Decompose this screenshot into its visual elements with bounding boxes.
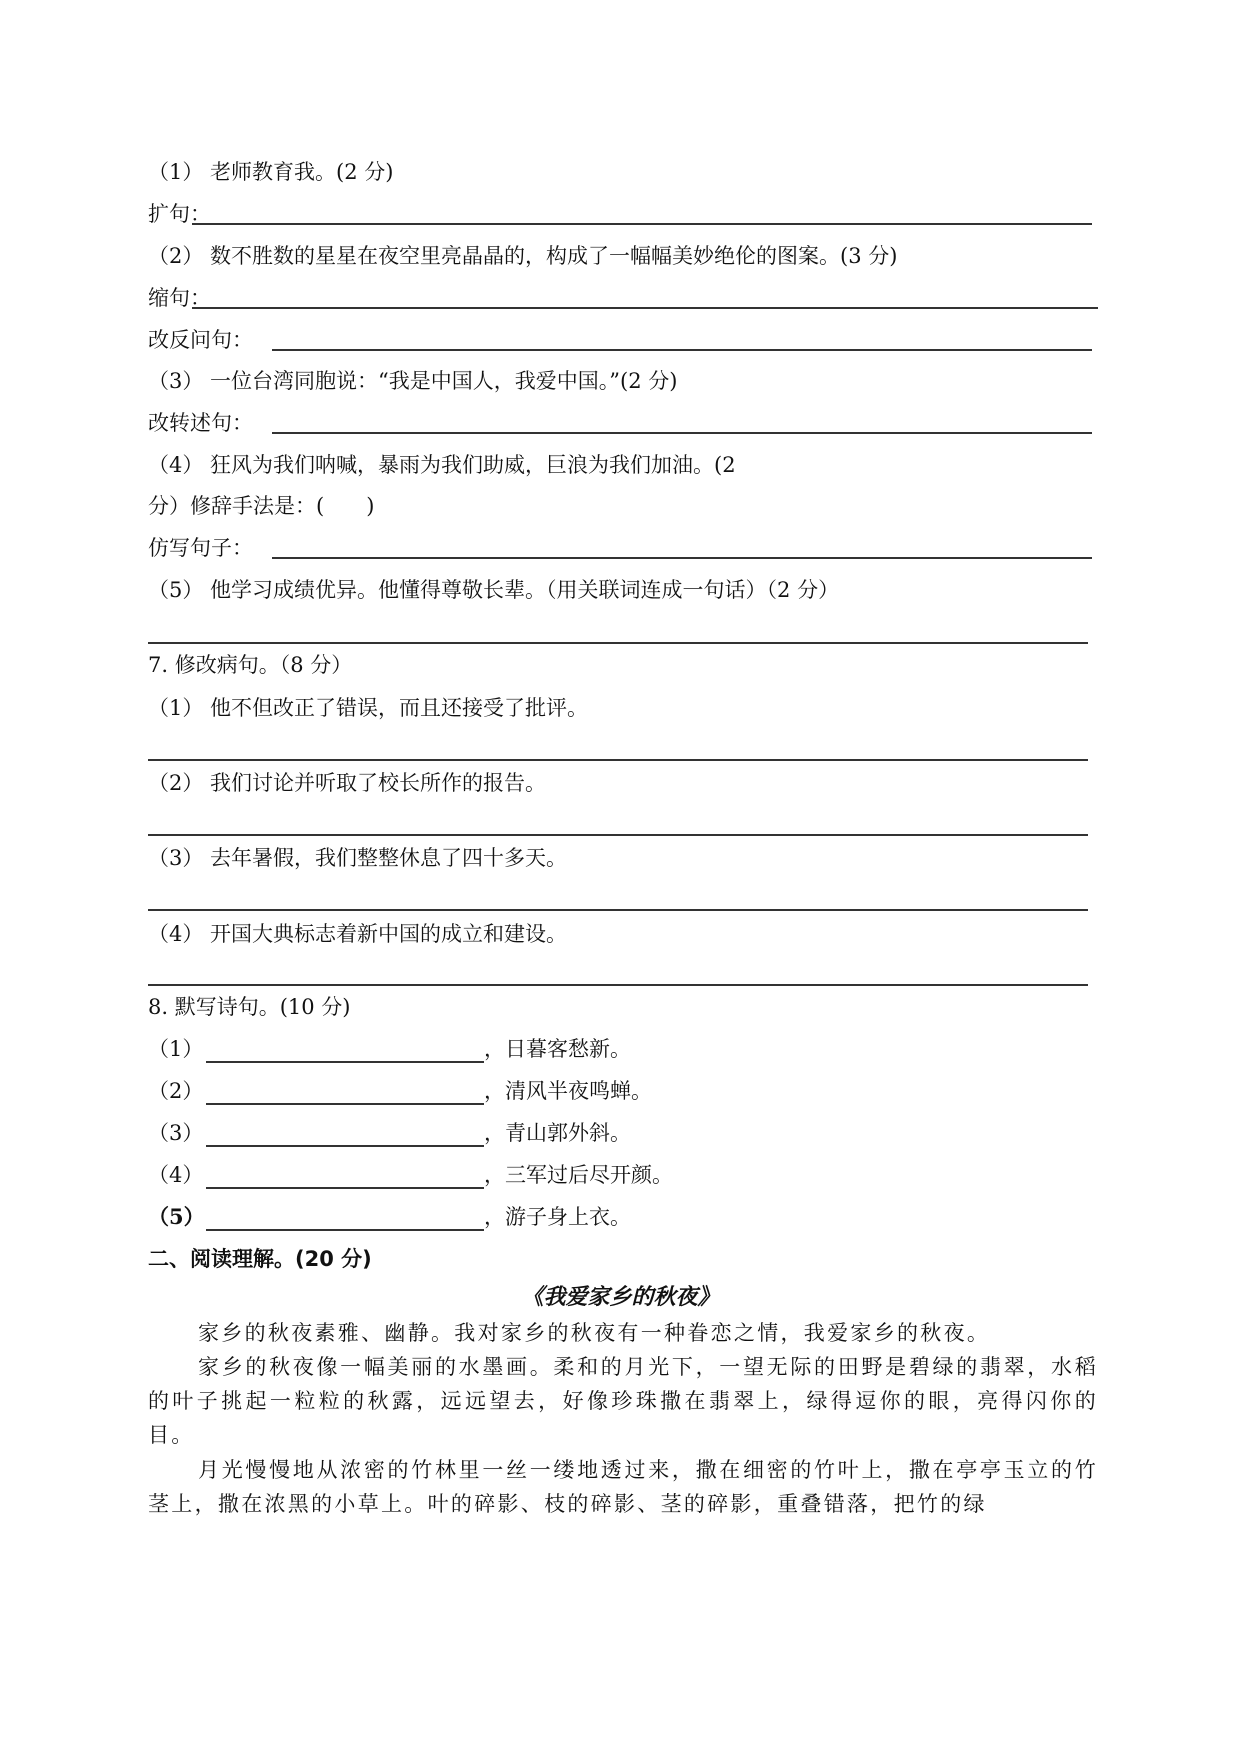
q6-item-2-label-rhetorical: 改反问句： (148, 328, 253, 352)
q8-item-tail: ，青山郭外斜。 (484, 1121, 631, 1145)
answer-line-q7-1[interactable] (148, 759, 1088, 761)
answer-line-q7-2[interactable] (148, 834, 1088, 836)
answer-line-q7-4[interactable] (148, 984, 1088, 986)
q8-item-2 (148, 1077, 652, 1105)
q6-item-2-label-shorten: 缩句： (148, 286, 211, 310)
answer-line-conjunction[interactable] (148, 642, 1088, 644)
poem-blank-2[interactable] (206, 1081, 484, 1105)
q6-item-1-prompt: （1） 老师教育我。(2 分) (148, 160, 394, 184)
q6-item-4-label-imitate: 仿写句子： (148, 536, 253, 560)
section2-heading: 二、阅读理解。(20 分) (148, 1247, 372, 1271)
answer-line-imitate[interactable] (272, 557, 1092, 559)
q8-item-number: （2） (148, 1079, 204, 1103)
q8-heading: 8. 默写诗句。(10 分) (148, 995, 351, 1019)
q8-item-tail: ，日暮客愁新。 (484, 1037, 631, 1061)
answer-line-indirect[interactable] (272, 432, 1092, 434)
poem-blank-1[interactable] (206, 1039, 484, 1063)
q6-item-4-prompt-cont: 分）修辞手法是：( ) (148, 494, 375, 518)
q7-heading: 7. 修改病句。（8 分） (148, 653, 353, 677)
answer-line-shorten[interactable] (192, 307, 1098, 309)
q8-item-number: （5） (148, 1204, 205, 1229)
answer-line-expand[interactable] (192, 223, 1092, 225)
q7-item-4: （4） 开国大典标志着新中国的成立和建设。 (148, 922, 568, 946)
poem-blank-4[interactable] (206, 1165, 484, 1189)
q8-item-5 (148, 1203, 631, 1231)
q7-item-2: （2） 我们讨论并听取了校长所作的报告。 (148, 771, 547, 795)
q8-item-tail: ，清风半夜鸣蝉。 (484, 1079, 652, 1103)
passage-paragraph-1: 家乡的秋夜素雅、幽静。我对家乡的秋夜有一种眷恋之情，我爱家乡的秋夜。 (198, 1321, 991, 1345)
q8-item-number: （1） (148, 1037, 204, 1061)
q7-item-1: （1） 他不但改正了错误，而且还接受了批评。 (148, 696, 589, 720)
q6-item-3-label-indirect: 改转述句： (148, 411, 253, 435)
q8-item-number: （4） (148, 1163, 204, 1187)
passage-paragraph-3: 月光慢慢地从浓密的竹林里一丝一缕地透过来，撒在细密的竹叶上，撒在亭亭玉立的竹茎上，撒在浓黑的小草上。叶的碎影、枝的碎影、茎的碎影，重叠错落，把竹的绿 (148, 1458, 1098, 1516)
answer-line-rhetorical[interactable] (272, 349, 1092, 351)
poem-blank-3[interactable] (206, 1123, 484, 1147)
q6-item-1-label-expand: 扩句： (148, 202, 211, 226)
q6-item-3-prompt: （3） 一位台湾同胞说：“我是中国人，我爱中国。”(2 分) (148, 369, 678, 393)
q8-item-tail: ，游子身上衣。 (484, 1205, 631, 1229)
passage-title: 《我爱家乡的秋夜》 (521, 1285, 720, 1310)
q8-item-number: （3） (148, 1121, 204, 1145)
q8-item-4 (148, 1161, 673, 1189)
q8-item-3 (148, 1119, 631, 1147)
answer-line-q7-3[interactable] (148, 909, 1088, 911)
poem-blank-5[interactable] (206, 1207, 484, 1231)
q6-item-5-prompt: （5） 他学习成绩优异。他懂得尊敬长辈。（用关联词连成一句话）（2 分） (148, 578, 840, 602)
q8-item-tail: ，三军过后尽开颜。 (484, 1163, 673, 1187)
q7-item-3: （3） 去年暑假，我们整整休息了四十多天。 (148, 846, 568, 870)
q8-item-1 (148, 1035, 631, 1063)
passage-paragraph-2: 家乡的秋夜像一幅美丽的水墨画。柔和的月光下，一望无际的田野是碧绿的翡翠，水稻的叶子挑起一粒粒的秋露，远远望去，好像珍珠撒在翡翠上，绿得逗你的眼，亮得闪你的目。 (148, 1355, 1098, 1447)
q6-item-4-prompt: （4） 狂风为我们呐喊，暴雨为我们助威，巨浪为我们加油。(2 (148, 453, 736, 477)
q6-item-2-prompt: （2） 数不胜数的星星在夜空里亮晶晶的，构成了一幅幅美妙绝伦的图案。(3 分) (148, 244, 898, 268)
